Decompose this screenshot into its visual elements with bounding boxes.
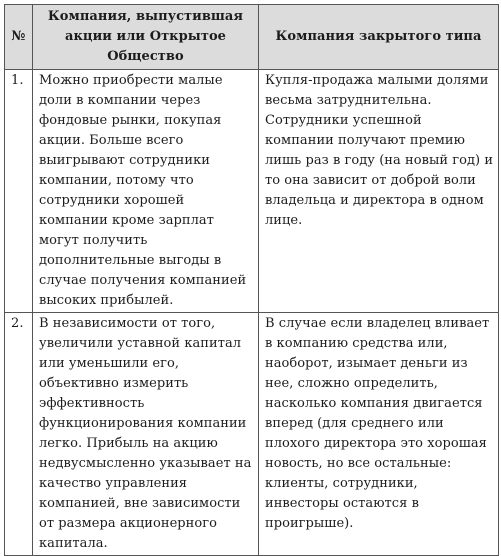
comparison-table — [4, 4, 499, 556]
header-closed-company: Компания закрытого типа — [259, 5, 499, 70]
table-header — [5, 5, 499, 70]
header-row — [5, 5, 499, 70]
open-company-cell: Можно приобрести малые доли в компании через фондовые рынки, покупая акции. Больше всего выигрывают сотрудники компании, потому что сотрудники хорошей компании кроме зарплат могут получить дополнительные выгоды в случае получения компанией высоких прибылей. — [33, 70, 259, 313]
header-number: № — [5, 5, 33, 70]
row-number: 1. — [5, 70, 33, 313]
table-body — [5, 70, 499, 556]
row-number: 2. — [5, 313, 33, 556]
table-row — [5, 70, 499, 313]
header-open-company: Компания, выпустившая акции или Открытое Общество — [33, 5, 259, 70]
closed-company-cell: В случае если владелец вливает в компанию средства или, наоборот, изымает деньги из нее, сложно определить, насколько компания двигается вперед (для среднего или плохого директора это хорошая новость, но все остальные: клиенты, сотрудники, инвесторы остаются в проигрыше). — [259, 313, 499, 556]
table-row — [5, 313, 499, 556]
closed-company-cell: Купля-продажа малыми долями весьма затруднительна. Сотрудники успешной компании получают премию лишь раз в году (на новый год) и то она зависит от доброй воли владельца и директора в одном лице. — [259, 70, 499, 313]
open-company-cell: В независимости от того, увеличили уставной капитал или уменьшили его, объективно измерить эффективность функционирования компании легко. Прибыль на акцию недвусмысленно указывает на качество управления компанией, вне зависимости от размера акционерного капитала. — [33, 313, 259, 556]
